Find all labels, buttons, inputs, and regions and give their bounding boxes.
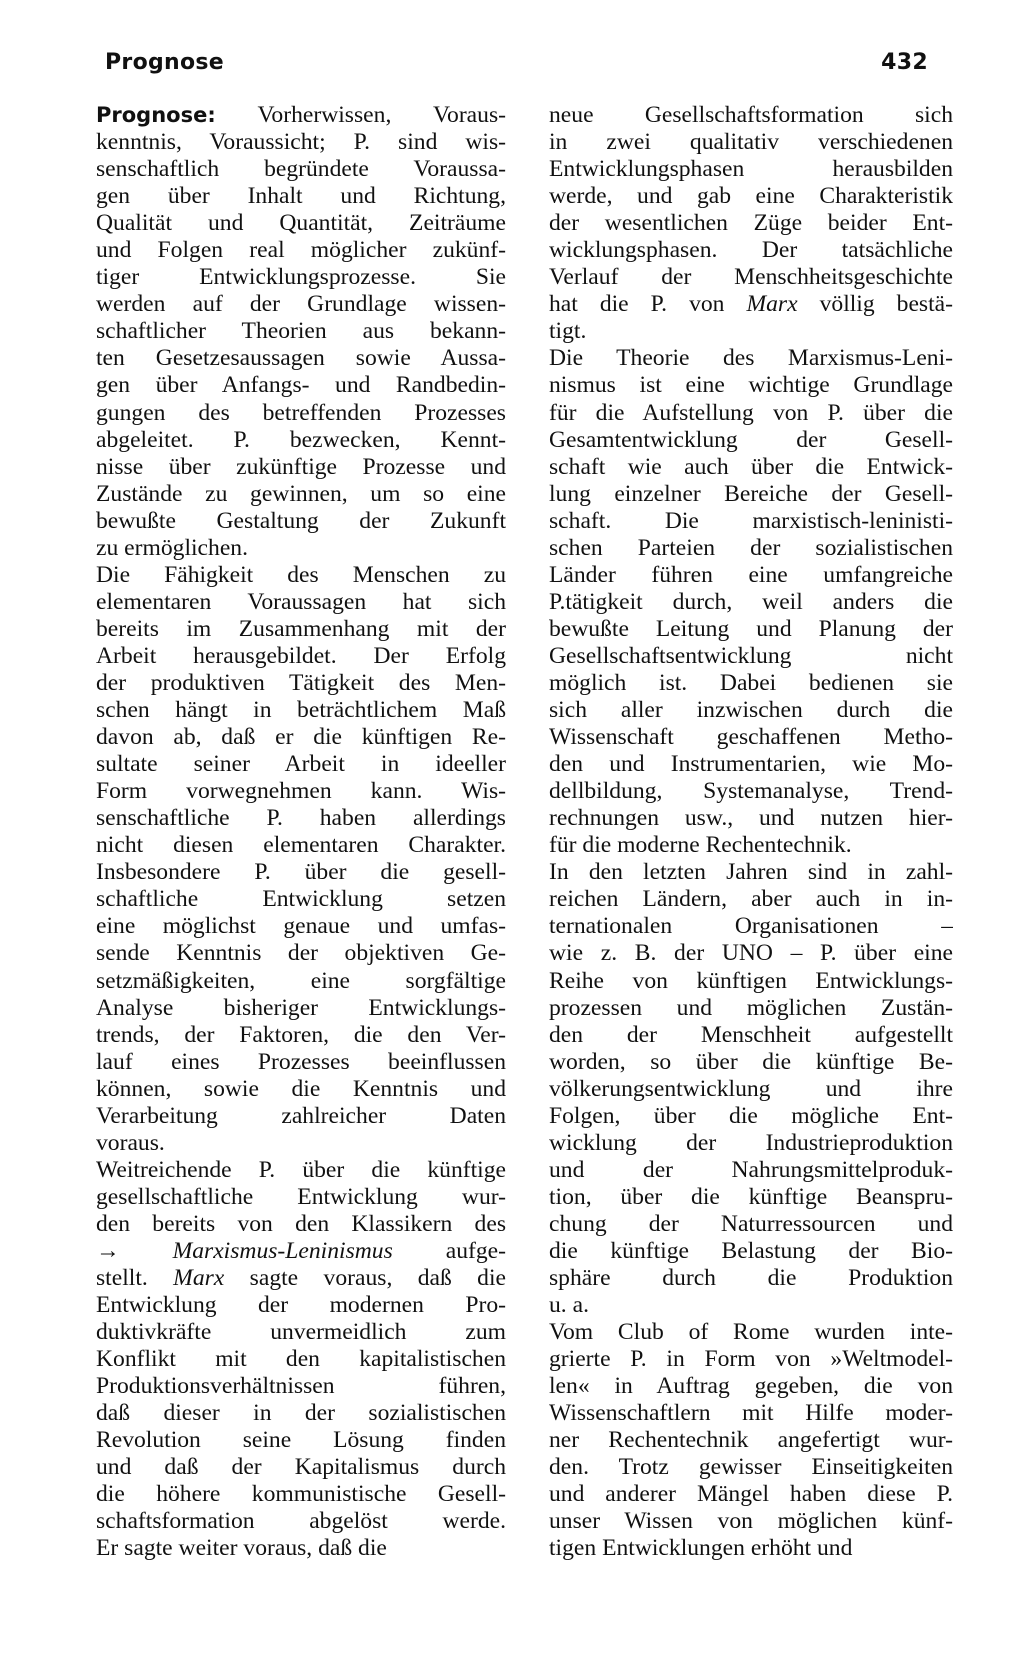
text-line: davon ab, daß er die künftigen Re- (96, 724, 506, 751)
text-line: Gesellschaftsentwicklung nicht (549, 642, 953, 669)
text-line: abgeleitet. P. bezwecken, Kennt- (96, 426, 506, 453)
text-line: und anderer Mängel haben diese P. (549, 1481, 953, 1508)
text-line: in zwei qualitativ verschiedenen (549, 129, 953, 156)
text-line: den bereits von den Klassikern des (96, 1210, 506, 1237)
text-line: Revolution seine Lösung finden (96, 1427, 506, 1454)
text-line: gen über Anfangs- und Randbedin- (96, 372, 506, 399)
text-line: den und Instrumentarien, wie Mo- (549, 751, 953, 778)
text-line: lung einzelner Bereiche der Gesell- (549, 480, 953, 507)
text-line: → Marxismus-Leninismus aufge- (96, 1237, 506, 1264)
text-line: daß dieser in der sozialistischen (96, 1400, 506, 1427)
text-line: senschaftliche P. haben allerdings (96, 805, 506, 832)
text-line: Insbesondere P. über die gesell- (96, 859, 506, 886)
text-line: sich aller inzwischen durch die (549, 697, 953, 724)
text-line: Entwicklungsphasen herausbilden (549, 156, 953, 183)
left-text-column (96, 102, 506, 1563)
text-line: schaft wie auch über die Entwick- (549, 453, 953, 480)
text-line: gesellschaftliche Entwicklung wur- (96, 1183, 506, 1210)
text-line: Wissenschaft geschaffenen Metho- (549, 724, 953, 751)
text-line: u. a. (549, 1292, 589, 1319)
text-line: ner Rechentechnik angefertigt wur- (549, 1427, 953, 1454)
text-line: können, sowie die Kenntnis und (96, 1075, 506, 1102)
text-line: len« in Auftrag gegeben, die von (549, 1373, 953, 1400)
text-line: und der Nahrungsmittelproduk- (549, 1156, 953, 1183)
text-line: hat die P. von Marx völlig bestä- (549, 291, 953, 318)
text-line: Wissenschaftlern mit Hilfe moder- (549, 1400, 953, 1427)
text-line: stellt. Marx sagte voraus, daß die (96, 1265, 506, 1292)
text-line: Prognose: Vorherwissen, Voraus- (96, 102, 506, 128)
text-line: grierte P. in Form von »Weltmodel- (549, 1346, 953, 1373)
text-line: In den letzten Jahren sind in zahl- (549, 859, 953, 886)
text-line: den. Trotz gewisser Einseitigkeiten (549, 1454, 953, 1481)
text-line: gungen des betreffenden Prozesses (96, 399, 506, 426)
text-line: Folgen, über die mögliche Ent- (549, 1102, 953, 1129)
text-line: schen hängt in beträchtlichem Maß (96, 697, 506, 724)
text-line: schaftsformation abgelöst werde. (96, 1508, 506, 1535)
text-line: unser Wissen von möglichen künf- (549, 1508, 953, 1535)
text-line: dellbildung, Systemanalyse, Trend- (549, 778, 953, 805)
text-line: tigen Entwicklungen erhöht und (549, 1535, 853, 1562)
text-line: tion, über die künftige Beanspru- (549, 1183, 953, 1210)
text-line: Gesamtentwicklung der Gesell- (549, 426, 953, 453)
text-line: lauf eines Prozesses beeinflussen (96, 1048, 506, 1075)
text-line: voraus. (96, 1129, 165, 1156)
text-line: der produktiven Tätigkeit des Men- (96, 669, 506, 696)
text-line: bereits im Zusammenhang mit der (96, 615, 506, 642)
text-line: sende Kenntnis der objektiven Ge- (96, 940, 506, 967)
text-line: wicklungsphasen. Der tatsächliche (549, 237, 953, 264)
text-line: Entwicklung der modernen Pro- (96, 1292, 506, 1319)
text-line: Vom Club of Rome wurden inte- (549, 1319, 953, 1346)
text-line: ternationalen Organisationen – (549, 913, 953, 940)
text-line: Form vorwegnehmen kann. Wis- (96, 778, 506, 805)
text-line: die höhere kommunistische Gesell- (96, 1481, 506, 1508)
text-line: worden, so über die künftige Be- (549, 1048, 953, 1075)
text-line: für die Aufstellung von P. über die (549, 399, 953, 426)
text-line: bewußte Gestaltung der Zukunft (96, 507, 506, 534)
text-line: Reihe von künftigen Entwicklungs- (549, 967, 953, 994)
text-line: setzmäßigkeiten, eine sorgfältige (96, 967, 506, 994)
text-line: nismus ist eine wichtige Grundlage (549, 372, 953, 399)
text-line: und Folgen real möglicher zukünf- (96, 237, 506, 264)
text-line: Verarbeitung zahlreicher Daten (96, 1102, 506, 1129)
text-line: Er sagte weiter voraus, daß die (96, 1535, 387, 1562)
text-line: und daß der Kapitalismus durch (96, 1454, 506, 1481)
text-line: Analyse bisheriger Entwicklungs- (96, 994, 506, 1021)
text-line: trends, der Faktoren, die den Ver- (96, 1021, 506, 1048)
text-line: ten Gesetzesaussagen sowie Aussa- (96, 345, 506, 372)
text-line: sphäre durch die Produktion (549, 1265, 953, 1292)
text-line: rechnungen usw., und nutzen hier- (549, 805, 953, 832)
text-line: Qualität und Quantität, Zeiträume (96, 210, 506, 237)
text-line: zu ermöglichen. (96, 534, 248, 561)
text-line: völkerungsentwicklung und ihre (549, 1075, 953, 1102)
text-line: wie z. B. der UNO – P. über eine (549, 940, 953, 967)
text-line: schaftlicher Theorien aus bekann- (96, 318, 506, 345)
text-line: schaftliche Entwicklung setzen (96, 886, 506, 913)
entry-term: Prognose: (96, 103, 216, 127)
text-line: bewußte Leitung und Planung der (549, 615, 953, 642)
text-line: prozessen und möglichen Zustän- (549, 994, 953, 1021)
text-line: schaft. Die marxistisch-leninisti- (549, 507, 953, 534)
text-line: Verlauf der Menschheitsgeschichte (549, 264, 953, 291)
text-line: wicklung der Industrieproduktion (549, 1129, 953, 1156)
text-line: P.tätigkeit durch, weil anders die (549, 588, 953, 615)
text-line: der wesentlichen Züge beider Ent- (549, 210, 953, 237)
text-line: Arbeit herausgebildet. Der Erfolg (96, 642, 506, 669)
text-line: tigt. (549, 318, 587, 345)
text-line: die künftige Belastung der Bio- (549, 1237, 953, 1264)
text-line: für die moderne Rechentechnik. (549, 832, 852, 859)
text-line: Die Theorie des Marxismus-Leni- (549, 345, 953, 372)
text-line: neue Gesellschaftsformation sich (549, 102, 953, 128)
text-line: duktivkräfte unvermeidlich zum (96, 1319, 506, 1346)
running-head-title: Prognose (105, 50, 225, 75)
text-line: tiger Entwicklungsprozesse. Sie (96, 264, 506, 291)
text-line: schen Parteien der sozialistischen (549, 534, 953, 561)
text-line: chung der Naturressourcen und (549, 1210, 953, 1237)
text-line: Produktionsverhältnissen führen, (96, 1373, 506, 1400)
text-line: Die Fähigkeit des Menschen zu (96, 561, 506, 588)
text-line: senschaftlich begründete Voraussa- (96, 156, 506, 183)
text-line: werde, und gab eine Charakteristik (549, 183, 953, 210)
text-line: gen über Inhalt und Richtung, (96, 183, 506, 210)
text-line: sultate seiner Arbeit in ideeller (96, 751, 506, 778)
text-line: kenntnis, Voraussicht; P. sind wis- (96, 129, 506, 156)
text-line: eine möglichst genaue und umfas- (96, 913, 506, 940)
page-number: 432 (881, 50, 928, 75)
text-line: möglich ist. Dabei bedienen sie (549, 669, 953, 696)
right-text-column (549, 102, 953, 1563)
text-line: reichen Ländern, aber auch in in- (549, 886, 953, 913)
text-line: Konflikt mit den kapitalistischen (96, 1346, 506, 1373)
text-line: Zustände zu gewinnen, um so eine (96, 480, 506, 507)
text-line: nicht diesen elementaren Charakter. (96, 832, 506, 859)
text-line: den der Menschheit aufgestellt (549, 1021, 953, 1048)
text-line: Weitreichende P. über die künftige (96, 1156, 506, 1183)
text-line: Länder führen eine umfangreiche (549, 561, 953, 588)
text-line: nisse über zukünftige Prozesse und (96, 453, 506, 480)
text-line: elementaren Voraussagen hat sich (96, 588, 506, 615)
text-line: werden auf der Grundlage wissen- (96, 291, 506, 318)
